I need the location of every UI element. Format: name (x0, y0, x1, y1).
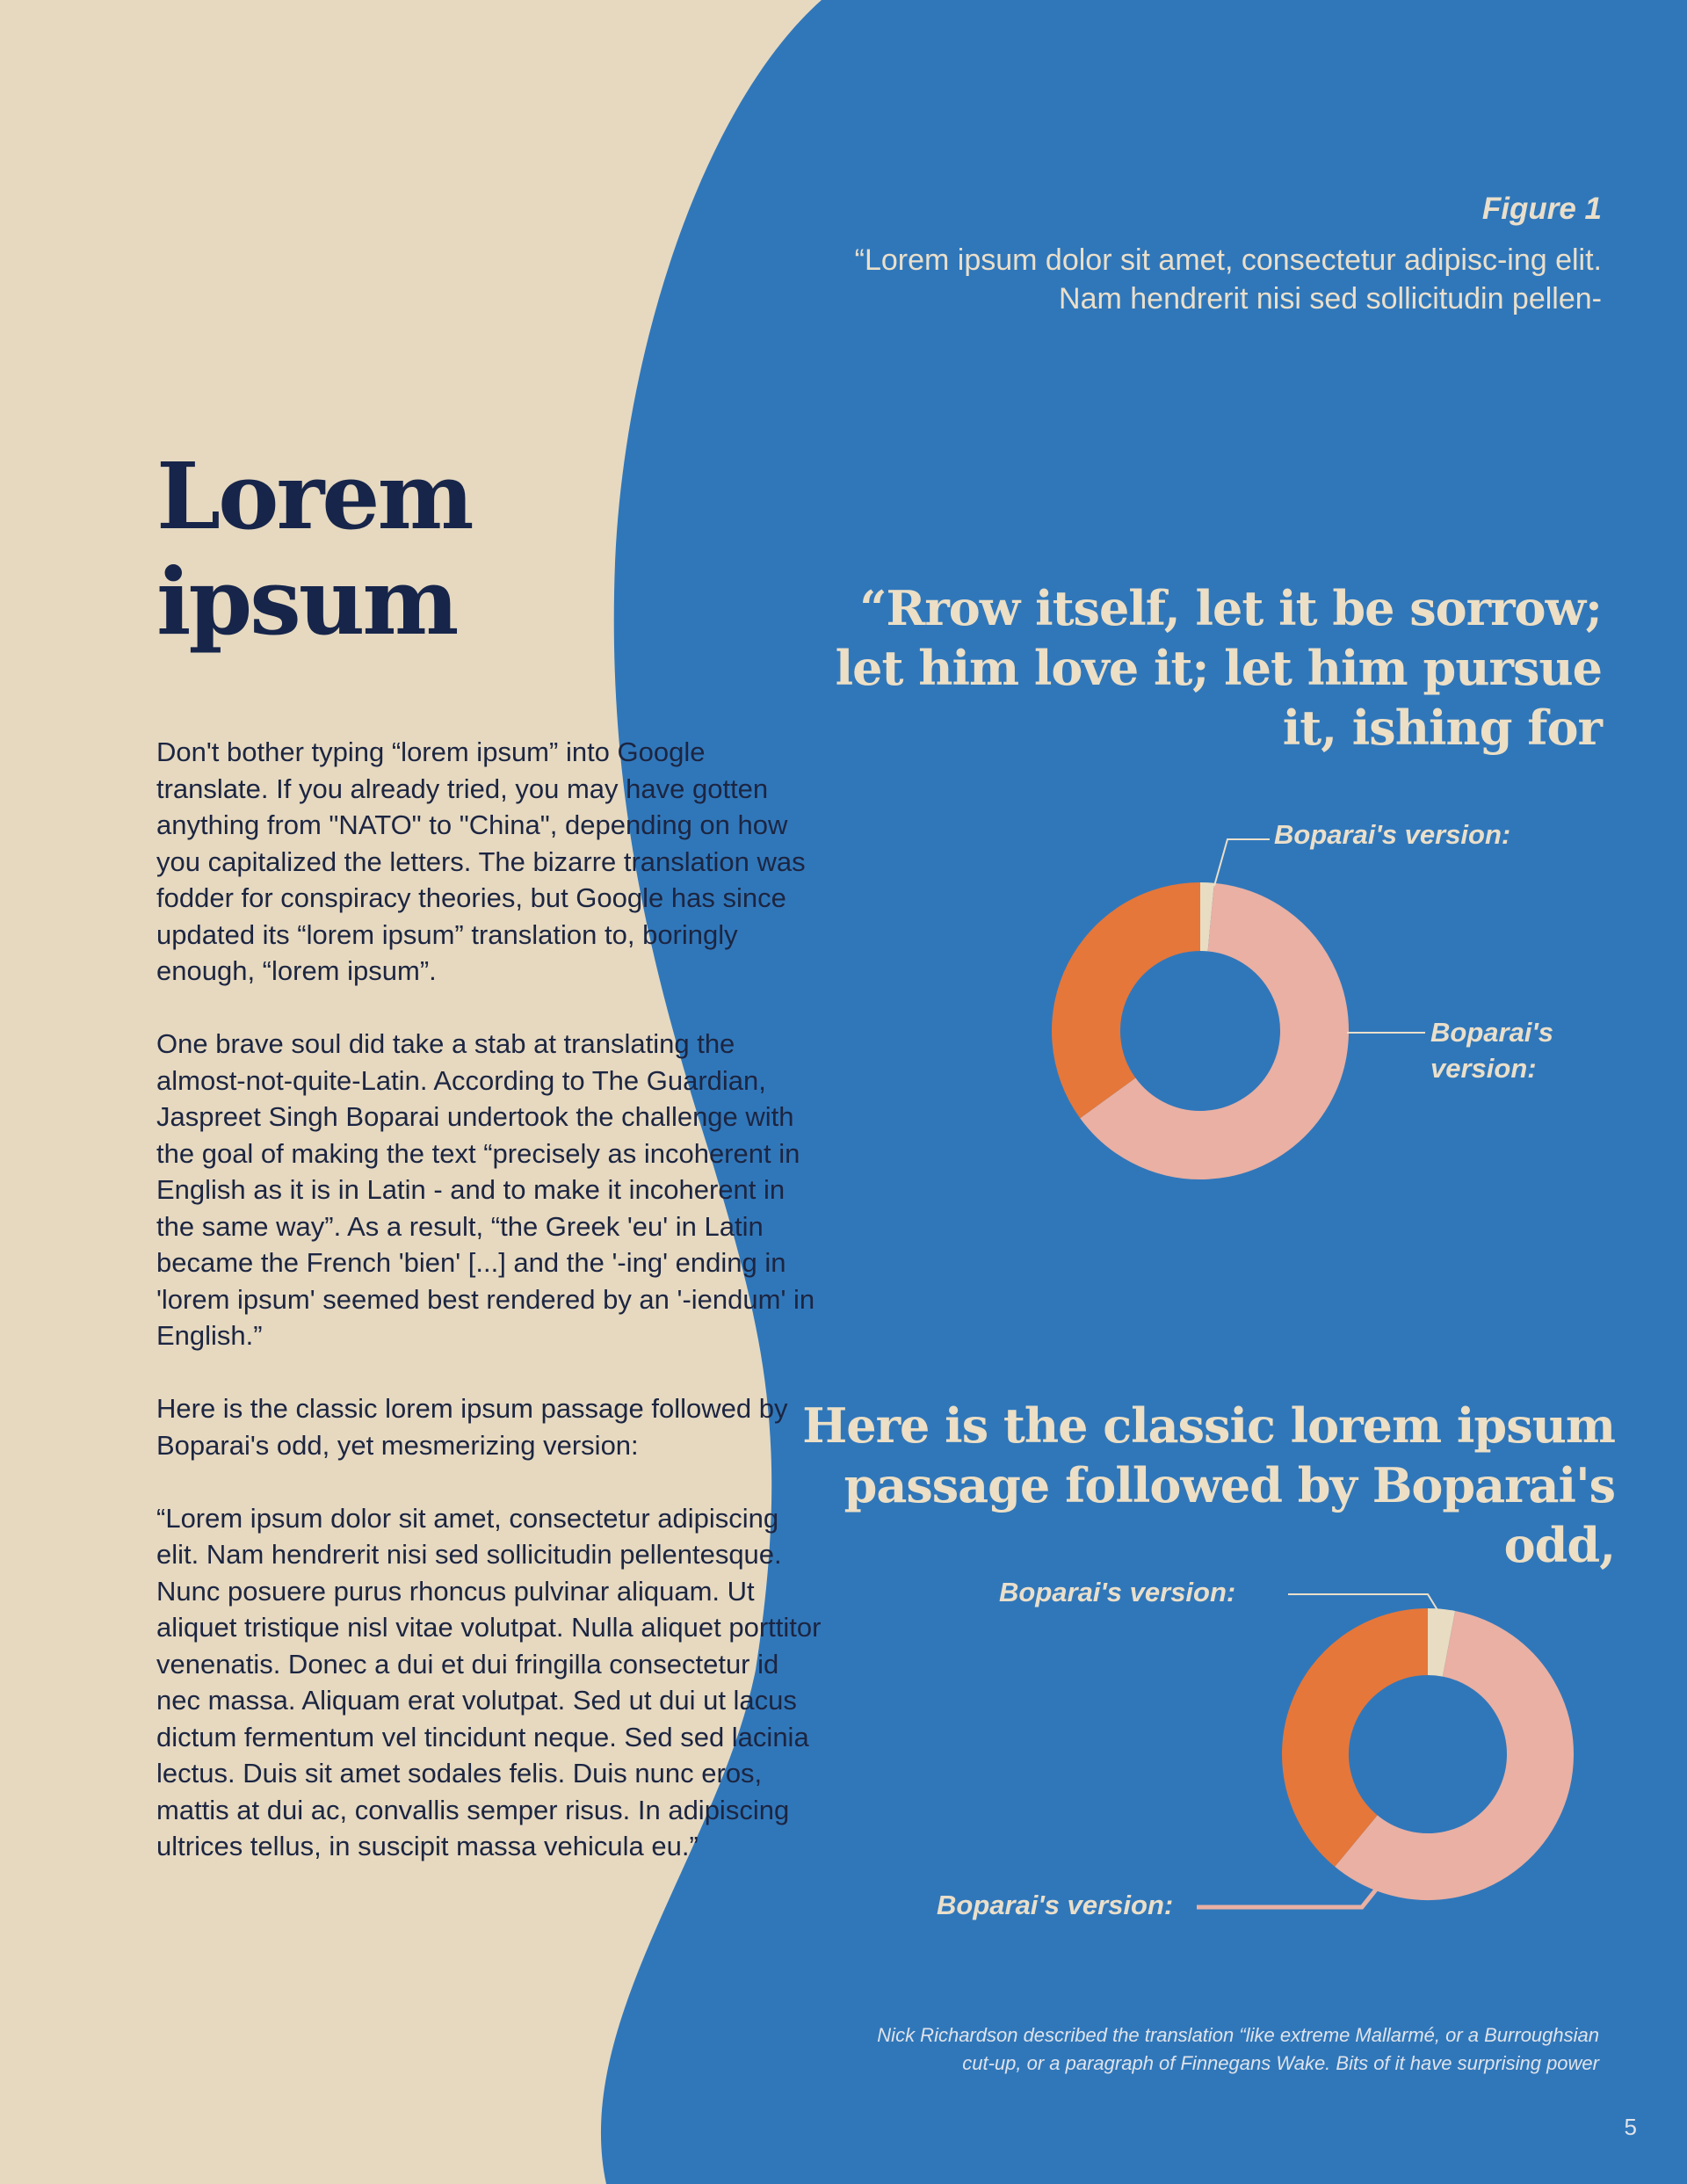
footnote-line-2: cut-up, or a paragraph of Finnegans Wake. Bits of it have surprising power (962, 2052, 1599, 2074)
donut-chart-1 (1086, 917, 1314, 1145)
figure-label: Figure 1 (1481, 192, 1602, 226)
chart1-label-right-1: Boparai's (1430, 1017, 1554, 1048)
chart1-label-top: Boparai's version: (1274, 819, 1511, 850)
pull-quote-2: Here is the classic lorem ipsum passage followed by Boparai's odd, (802, 1397, 1615, 1573)
leader-line-bottom-2 (1197, 1890, 1376, 1907)
paragraph-3: Here is the classic lorem ipsum passage followed by Boparai's odd, yet mesmerizing version: (156, 1393, 788, 1461)
paragraph-2: One brave soul did take a stab at translating the almost-not-quite-Latin. According to The Guardian, Jaspreet Singh Boparai undertook the challenge with the goal of making the text “precisely as incoherent in English as it is in Latin - and to make it incoherent in the same way”. As a result, “the Greek 'eu' in Latin became the French 'bien' [...] and the '-ing' ending in 'lorem ipsum' seemed best rendered by an '-iendum' in English.” (156, 1028, 815, 1351)
pull-quote-1: “Rrow itself, let it be sorrow; let him love it; let him pursue it, ishing for (835, 580, 1602, 756)
chart1-slice-1 (1200, 917, 1211, 918)
title-line-1: Lorem (156, 442, 472, 550)
chart2-slice-3 (1315, 1642, 1428, 1841)
paragraph-4: “Lorem ipsum dolor sit amet, consectetur adipiscing elit. Nam hendrerit nisi sed sollicitudin pellentesque. Nunc posuere purus rhoncus pulvinar aliquam. Ut aliquet tristique nisl vitae volutpat. Nulla aliquet porttitor venenatis. Donec a dui et dui fringilla consectetur id nec massa. Aliquam erat volutpat. Sed ut dui ut lacus dictum fermentum vel tincidunt neque. Sed sed lacinia lectus. Duis sit amet sodales felis. Duis nunc eros, mattis at dui ac, convallis semper risus. In adipiscing ultrices tellus, in suscipit massa vehicula eu.” (156, 1502, 822, 1861)
donut-chart-2 (1315, 1642, 1540, 1867)
figure-caption: “Lorem ipsum dolor sit amet, consectetur adipisc-ing elit. Nam hendrerit nisi sed sollicitudin pellen- (854, 243, 1602, 316)
leader-line-top-1 (1214, 839, 1270, 886)
chart2-slice-1 (1428, 1642, 1449, 1643)
chart1-slice-3 (1086, 917, 1200, 1098)
footnote-line-1: Nick Richardson described the translation “like extreme Mallarmé, or a Burroughsian (877, 2024, 1599, 2046)
paragraph-1: Don't bother typing “lorem ipsum” into Google translate. If you already tried, you may have gotten anything from "NATO" to "China", depending on how you capitalized the letters. The bizarre translation was fodder for conspiracy theories, but Google has since updated its “lorem ipsum” translation to, boringly enough, “lorem ipsum”. (156, 736, 806, 986)
chart1-label-right-2: version: (1430, 1053, 1537, 1084)
footnote (633, 2021, 1599, 2078)
chart2-label-bottom: Boparai's version: (937, 1890, 1174, 1920)
title-line-2: ipsum (156, 548, 457, 656)
page-number: 5 (1624, 2114, 1637, 2140)
leader-line-top-2 (1288, 1594, 1437, 1610)
chart2-label-top: Boparai's version: (999, 1577, 1236, 1607)
